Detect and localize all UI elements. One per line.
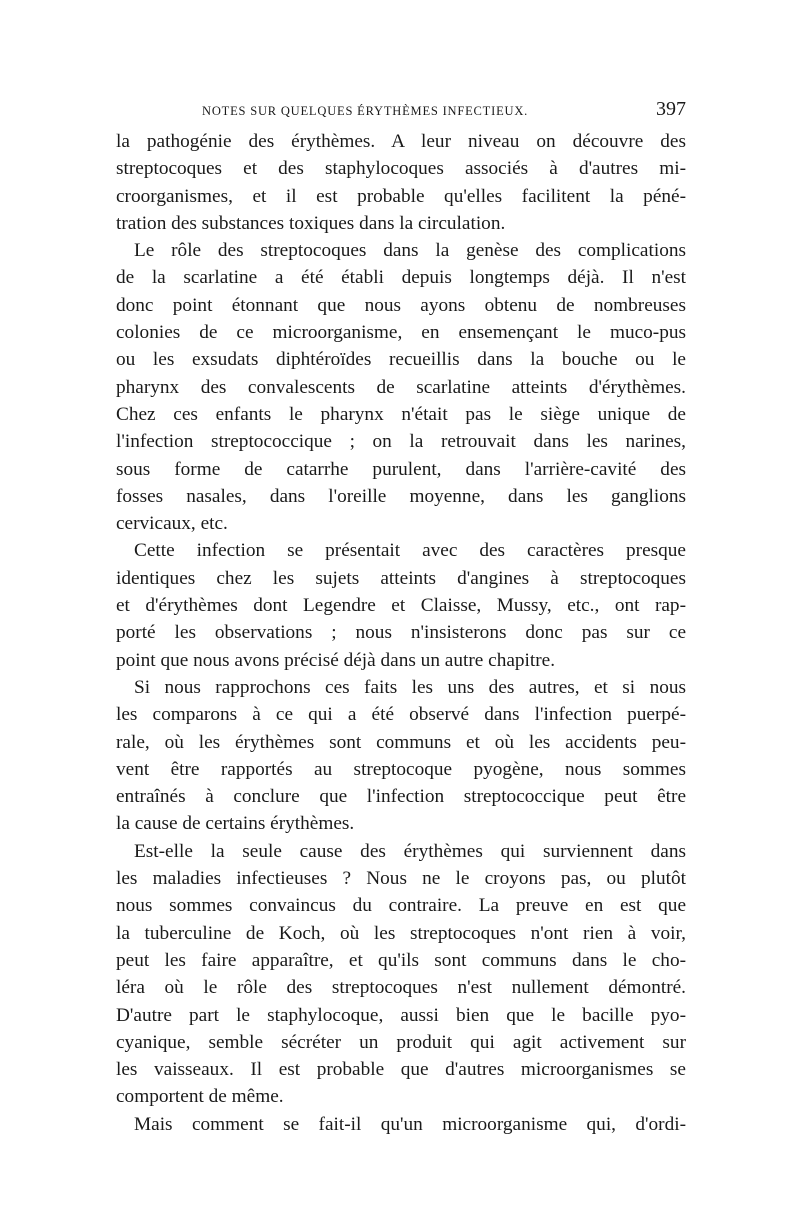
text-line: porté les observations ; nous n'insisterons donc pas sur ce bbox=[116, 622, 686, 644]
text-line: tration des substances toxiques dans la circulation. bbox=[116, 212, 506, 234]
text-line: les vaisseaux. Il est probable que d'autres microorganismes se bbox=[116, 1059, 686, 1081]
text-line: donc point étonnant que nous ayons obtenu de nombreuses bbox=[116, 294, 686, 316]
text-line: la cause de certains érythèmes. bbox=[116, 813, 355, 835]
text-line: peut les faire apparaître, et qu'ils sont communs dans le cho- bbox=[116, 949, 686, 971]
text-line: les maladies infectieuses ? Nous ne le croyons pas, ou plutôt bbox=[116, 868, 686, 890]
book-page bbox=[116, 96, 686, 1138]
text-line: sous forme de catarrhe purulent, dans l'arrière-cavité des bbox=[116, 458, 686, 480]
text-line: vent être rapportés au streptocoque pyogène, nous sommes bbox=[116, 758, 686, 780]
text-line: cyanique, semble sécréter un produit qui agit activement sur bbox=[116, 1031, 686, 1053]
text-line: fosses nasales, dans l'oreille moyenne, dans les ganglions bbox=[116, 485, 686, 507]
page-number: 397 bbox=[656, 98, 686, 120]
text-line: colonies de ce microorganisme, en ensemençant le muco-pus bbox=[116, 322, 686, 344]
text-line: comportent de même. bbox=[116, 1086, 284, 1108]
text-line: point que nous avons précisé déjà dans un autre chapitre. bbox=[116, 649, 556, 671]
text-line: léra où le rôle des streptocoques n'est nullement démontré. bbox=[116, 977, 686, 999]
text-line: pharynx des convalescents de scarlatine atteints d'érythèmes. bbox=[116, 376, 686, 398]
text-line: Si nous rapprochons ces faits les uns des autres, et si nous bbox=[134, 676, 686, 698]
text-line: les comparons à ce qui a été observé dans l'infection puerpé- bbox=[116, 704, 686, 726]
text-line: entraînés à conclure que l'infection streptococcique peut être bbox=[116, 786, 686, 808]
running-head bbox=[116, 96, 686, 126]
text-line: de la scarlatine a été établi depuis longtemps déjà. Il n'est bbox=[116, 267, 686, 289]
body-text bbox=[116, 128, 686, 1138]
text-line: Chez ces enfants le pharynx n'était pas le siège unique de bbox=[116, 403, 686, 425]
text-line: cervicaux, etc. bbox=[116, 513, 228, 535]
text-line: D'autre part le staphylocoque, aussi bien que le bacille pyo- bbox=[116, 1004, 686, 1026]
text-line: et d'érythèmes dont Legendre et Claisse, Mussy, etc., ont rap- bbox=[116, 595, 686, 617]
running-head-title: NOTES SUR QUELQUES ÉRYTHÈMES INFECTIEUX. bbox=[202, 104, 529, 118]
text-line: l'infection streptococcique ; on la retrouvait dans les narines, bbox=[116, 431, 686, 453]
text-line: Est-elle la seule cause des érythèmes qui surviennent dans bbox=[134, 840, 686, 862]
text-line: la pathogénie des érythèmes. A leur niveau on découvre des bbox=[116, 131, 686, 152]
text-line: ou les exsudats diphtéroïdes recueillis dans la bouche ou le bbox=[116, 349, 686, 371]
text-line: rale, où les érythèmes sont communs et où les accidents peu- bbox=[116, 731, 686, 753]
text-line: croorganismes, et il est probable qu'elles facilitent la péné- bbox=[116, 185, 686, 207]
text-line: Cette infection se présentait avec des caractères presque bbox=[134, 540, 686, 562]
text-line: identiques chez les sujets atteints d'angines à streptocoques bbox=[116, 567, 686, 589]
text-line: streptocoques et des staphylocoques associés à d'autres mi- bbox=[116, 158, 686, 180]
text-line: la tuberculine de Koch, où les streptocoques n'ont rien à voir, bbox=[116, 922, 686, 944]
text-line: Mais comment se fait-il qu'un microorganisme qui, d'ordi- bbox=[134, 1113, 686, 1135]
text-line: nous sommes convaincus du contraire. La preuve en est que bbox=[116, 895, 686, 917]
text-line: Le rôle des streptocoques dans la genèse des complications bbox=[134, 240, 686, 262]
